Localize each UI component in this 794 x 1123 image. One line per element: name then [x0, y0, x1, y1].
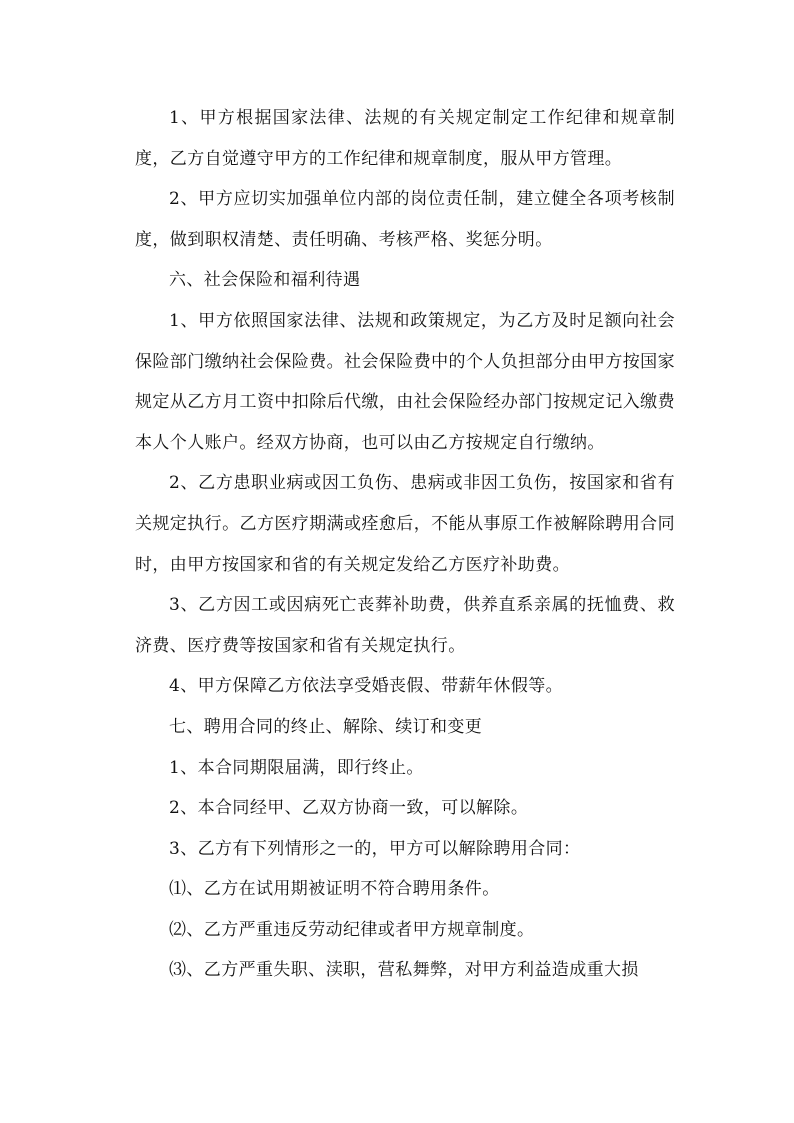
- paragraph-9: 3、乙方有下列情形之一的，甲方可以解除聘用合同：: [169, 838, 581, 859]
- paragraph-8: 2、本合同经甲、乙双方协商一致，可以解除。: [169, 798, 529, 819]
- paragraph-1: 1、甲方根据国家法律、法规的有关规定制定工作纪律和规章制度，乙方自觉遵守甲方的工作纪律和规章制度，服从甲方管理。: [135, 108, 675, 169]
- paragraph-4: 2、乙方患职业病或因工负伤、患病或非因工负伤，按国家和省有关规定执行。乙方医疗期满或痊愈后，不能从事原工作被解除聘用合同时，由甲方按国家和省的有关规定发给乙方医疗补助费。: [135, 473, 675, 575]
- paragraph-5: 3、乙方因工或因病死亡丧葬补助费，供养直系亲属的抚恤费、救济费、医疗费等按国家和省有关规定执行。: [135, 595, 675, 656]
- paragraph-6: 4、甲方保障乙方依法享受婚丧假、带薪年休假等。: [169, 676, 564, 697]
- paragraph-7: 1、本合同期限届满，即行终止。: [169, 757, 424, 778]
- section-heading-6: 六、社会保险和福利待遇: [169, 270, 361, 291]
- paragraph-2: 2、甲方应切实加强单位内部的岗位责任制，建立健全各项考核制度，做到职权清楚、责任明确、考核严格、奖惩分明。: [135, 189, 675, 250]
- paragraph-10: ⑴、乙方在试用期被证明不符合聘用条件。: [169, 879, 500, 900]
- document-body: [135, 98, 675, 991]
- paragraph-3: 1、甲方依照国家法律、法规和政策规定，为乙方及时足额向社会保险部门缴纳社会保险费。社会保险费中的个人负担部分由甲方按国家规定从乙方月工资中扣除后代缴，由社会保险经办部门按规定记入缴费本人个人账户。经双方协商，也可以由乙方按规定自行缴纳。: [135, 310, 675, 453]
- section-heading-7: 七、聘用合同的终止、解除、续订和变更: [169, 716, 483, 737]
- paragraph-12: ⑶、乙方严重失职、渎职，营私舞弊，对甲方利益造成重大损: [169, 960, 639, 981]
- paragraph-11: ⑵、乙方严重违反劳动纪律或者甲方规章制度。: [169, 919, 535, 940]
